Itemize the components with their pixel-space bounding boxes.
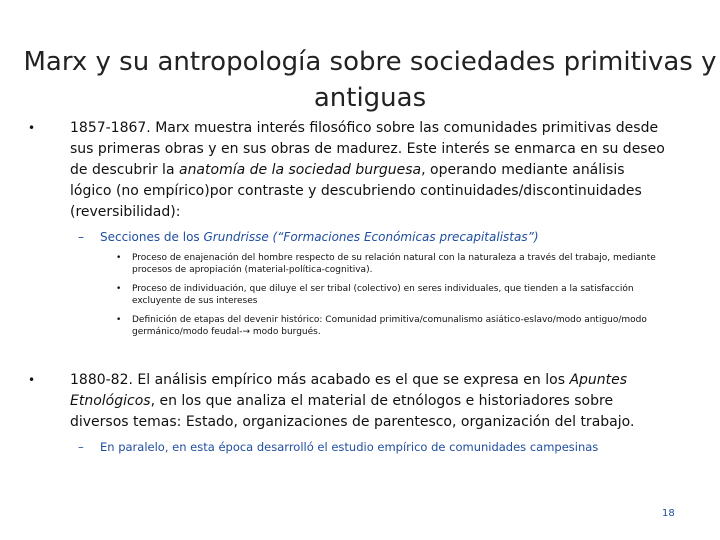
bullet-1-subitem-text: Secciones de los xyxy=(100,230,204,244)
detail-text: Proceso de enajenación del hombre respecto de su relación natural con la naturaleza a través del trabajo, mediante procesos de apropiación (material-política-cognitiva). xyxy=(132,253,656,275)
bullet-1-detail-3 xyxy=(116,314,677,338)
page-number: 18 xyxy=(662,508,675,519)
bullet-marker: • xyxy=(116,284,122,294)
dash-marker: – xyxy=(78,440,84,454)
detail-text: Definición de etapas del devenir histórico: Comunidad primitiva/comunalismo asiático-eslavo/modo antiguo/modo germánico/modo feudal-→ modo burgués. xyxy=(132,315,647,337)
bullet-marker: • xyxy=(28,121,36,135)
bullet-1-text-end: , operando mediante análisis lógico (no empírico)por contraste y descubriendo continuidades/discontinuidades (reversibilidad): xyxy=(70,162,642,220)
bullet-marker: • xyxy=(116,253,122,263)
bullet-2-text-end: , en los que analiza el material de etnólogos e historiadores sobre diversos temas: Estado, organizaciones de parentesco, organización del trabajo. xyxy=(70,393,635,430)
bullet-2-text-start: 1880-82. El análisis empírico más acabado es el que se expresa en los xyxy=(70,372,570,388)
bullet-1-subitem-italic: Grundrisse (“Formaciones Económicas precapitalistas”) xyxy=(203,230,539,244)
bullet-1-subitem xyxy=(78,229,690,245)
bullet-1-detail-2 xyxy=(116,283,677,307)
detail-text: Proceso de individuación, que diluye el ser tribal (colectivo) en seres individuales, que tienden a la satisfacción excluyente de sus intereses xyxy=(132,284,634,306)
bullet-2-subitem xyxy=(78,439,690,455)
dash-marker: – xyxy=(78,230,84,244)
bullet-1-detail-1 xyxy=(116,252,677,276)
bullet-marker: • xyxy=(116,315,122,325)
bullet-1 xyxy=(28,118,670,223)
bullet-1-text-italic: anatomía de la sociedad burguesa xyxy=(178,162,422,178)
bullet-2-subitem-text: En paralelo, en esta época desarrolló el estudio empírico de comunidades campesinas xyxy=(100,440,599,454)
bullet-marker: • xyxy=(28,373,36,387)
bullet-2-text-italic: Apuntes Etnológicos xyxy=(70,372,628,409)
slide-title: Marx y su antropología sobre sociedades primitivas y antiguas xyxy=(23,47,717,113)
bullet-1-text-start: 1857-1867. Marx muestra interés filosófico sobre las comunidades primitivas desde sus primeras obras y en sus obras de madurez. Este interés se enmarca en su deseo de descubrir la xyxy=(70,120,665,178)
bullet-2 xyxy=(28,370,670,433)
